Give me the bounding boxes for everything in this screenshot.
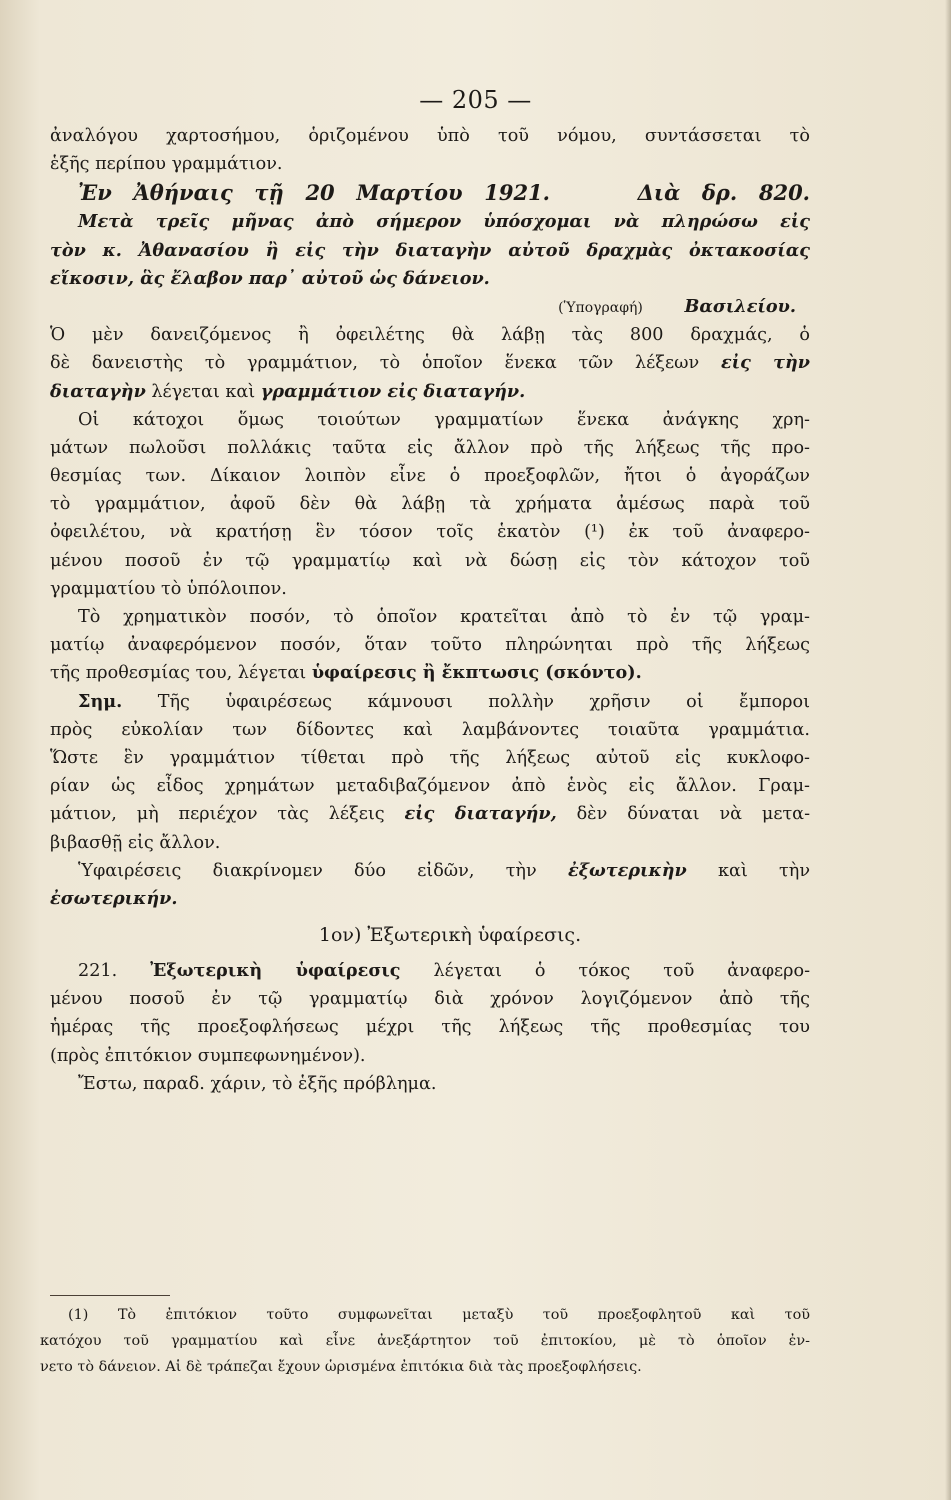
promissory-text-line: τὸν κ. Ἀθανασίου ἢ εἰς τὴν διαταγὴν αὐτοῦ δραχμὰς ὀκτακοσίας bbox=[50, 239, 810, 261]
text-line bbox=[50, 957, 810, 985]
emphasis-term: εἰς διαταγήν, bbox=[404, 803, 557, 825]
text-line: τὸ γραμμάτιον, ἀφοῦ δὲν θὰ λάβῃ τὰ χρήματα ἀμέσως παρὰ τοῦ bbox=[50, 494, 810, 515]
text-line: πρὸς εὐκολίαν των δίδοντες καὶ λαμβάνοντες τοιαῦτα γραμμάτια. bbox=[50, 719, 810, 740]
paragraph-number: 221. bbox=[78, 961, 118, 982]
text-line bbox=[50, 659, 810, 687]
text-span: λέγεται ὁ τόκος τοῦ ἀναφερο- bbox=[433, 961, 810, 982]
main-text bbox=[50, 122, 810, 1098]
text-line bbox=[50, 349, 810, 377]
text-line bbox=[50, 857, 810, 885]
text-span: Τῆς ὑφαιρέσεως κάμνουσι πολλὴν χρῆσιν οἱ ἔμποροι bbox=[157, 691, 810, 712]
text-line: ἡμέρας τῆς προεξοφλήσεως μέχρι τῆς λήξεως τῆς προθεσμίας του bbox=[50, 1017, 810, 1038]
text-line: ὀφειλέτου, νὰ κρατήσῃ ἓν τόσον τοῖς ἑκατὸν (¹) ἐκ τοῦ ἀναφερο- bbox=[50, 522, 810, 543]
term-definition: ὑφαίρεσις ἢ ἔκπτωσις (σκόντο). bbox=[311, 662, 642, 684]
text-line: Ἔστω, παραδ. χάριν, τὸ ἑξῆς πρόβλημα. bbox=[78, 1073, 437, 1094]
signature-name: Βασιλείου. bbox=[684, 295, 796, 317]
text-line: βιβασθῇ εἰς ἄλλον. bbox=[50, 832, 221, 853]
text-line: Τὸ χρηματικὸν ποσόν, τὸ ὁποῖον κρατεῖται ἀπὸ τὸ ἐν τῷ γραμ- bbox=[78, 607, 810, 627]
text-line: μένου ποσοῦ ἐν τῷ γραμματίῳ διὰ χρόνον λογιζόμενον ἀπὸ τῆς bbox=[50, 989, 810, 1010]
text-line: μένου ποσοῦ ἐν τῷ γραμματίῳ καὶ νὰ δώσῃ εἰς τὸν κάτοχον τοῦ bbox=[50, 550, 810, 571]
text-line: Οἱ κάτοχοι ὅμως τοιούτων γραμματίων ἕνεκα ἀνάγκης χρη- bbox=[78, 409, 810, 430]
signature-note: (Ὑπογραφή) bbox=[558, 299, 643, 316]
text-span: καὶ τὴν bbox=[718, 860, 810, 881]
footnote-line: (1) Τὸ ἐπιτόκιον τοῦτο συμφωνεῖται μεταξὺ τοῦ προεξοφλητοῦ καὶ τοῦ bbox=[68, 1307, 810, 1323]
text-span: δὲν δύναται νὰ μετα- bbox=[576, 804, 810, 825]
signature-line bbox=[50, 293, 810, 321]
page-number: — 205 — bbox=[419, 86, 532, 114]
promissory-amount: Διὰ δρ. 820. bbox=[637, 180, 810, 206]
text-line: ρίαν ὡς εἶδος χρημάτων μεταδιβαζόμενον ἀπὸ ἑνὸς εἰς ἄλλον. Γραμ- bbox=[50, 776, 810, 797]
footnote-divider bbox=[50, 1295, 170, 1296]
emphasis-term: ἐξωτερικὴν bbox=[567, 859, 687, 881]
text-span: μάτιον, μὴ περιέχον τὰς λέξεις bbox=[50, 804, 385, 825]
footnotes bbox=[40, 1302, 810, 1380]
emphasis-term: γραμμάτιον εἰς διαταγήν. bbox=[260, 380, 526, 402]
section-heading: 1ον) Ἐξωτερικὴ ὑφαίρεσις. bbox=[318, 924, 582, 947]
text-line bbox=[50, 688, 810, 716]
text-span: τῆς προθεσμίας του, λέγεται bbox=[50, 663, 307, 684]
promissory-date-line bbox=[50, 178, 810, 208]
text-line: μάτων πωλοῦσι πολλάκις ταῦτα εἰς ἄλλον πρὸ τῆς λήξεως τῆς προ- bbox=[50, 437, 810, 458]
text-line: ἐσωτερικήν. bbox=[50, 887, 178, 909]
promissory-text-line: εἴκοσιν, ἃς ἔλαβον παρ᾿ αὐτοῦ ὡς δάνειον. bbox=[50, 267, 490, 289]
promissory-text-line: Μετὰ τρεῖς μῆνας ἀπὸ σήμερον ὑπόσχομαι νὰ πληρώσω εἰς bbox=[78, 211, 810, 233]
text-span: Ὑφαιρέσεις διακρίνομεν δύο εἰδῶν, τὴν bbox=[78, 860, 537, 881]
footnote-line: νετο τὸ δάνειον. Αἱ δὲ τράπεζαι ἔχουν ὡρισμένα ἐπιτόκια διὰ τὰς προεξοφλήσεις. bbox=[40, 1359, 642, 1375]
text-line: ἀναλόγου χαρτοσήμου, ὁριζομένου ὑπὸ τοῦ νόμου, συντάσσεται τὸ bbox=[50, 126, 810, 146]
text-line: Ὁ μὲν δανειζόμενος ἢ ὀφειλέτης θὰ λάβῃ τὰς 800 δραχμάς, ὁ bbox=[50, 325, 810, 346]
text-line: γραμματίου τὸ ὑπόλοιπον. bbox=[50, 578, 287, 599]
text-span: λέγεται καὶ bbox=[151, 381, 256, 402]
text-line bbox=[50, 378, 810, 406]
text-span: δὲ δανειστὴς τὸ γραμμάτιον, τὸ ὁποῖον ἕνεκα τῶν λέξεων bbox=[50, 353, 700, 374]
text-line: ματίῳ ἀναφερόμενον ποσόν, ὅταν τοῦτο πληρώνηται πρὸ τῆς λήξεως bbox=[50, 635, 810, 656]
emphasis-term: εἰς τὴν bbox=[720, 352, 810, 374]
emphasis-term: διαταγὴν bbox=[50, 380, 146, 402]
term-definition: Ἐξωτερικὴ ὑφαίρεσις bbox=[150, 960, 401, 982]
text-line: Ὥστε ἓν γραμμάτιον τίθεται πρὸ τῆς λήξεως αὐτοῦ εἰς κυκλοφο- bbox=[50, 747, 810, 768]
promissory-date: Ἐν Ἀθήναις τῇ 20 Μαρτίου 1921. bbox=[78, 180, 550, 206]
note-label: Σημ. bbox=[78, 690, 123, 712]
text-line: (πρὸς ἐπιτόκιον συμπεφωνημένον). bbox=[50, 1045, 366, 1066]
text-line: ἑξῆς περίπου γραμμάτιον. bbox=[50, 154, 283, 175]
text-line bbox=[50, 800, 810, 828]
text-line: θεσμίας των. Δίκαιον λοιπὸν εἶνε ὁ προεξοφλῶν, ἤτοι ὁ ἀγοράζων bbox=[50, 466, 810, 487]
footnote-line: κατόχου τοῦ γραμματίου καὶ εἶνε ἀνεξάρτητον τοῦ ἐπιτοκίου, μὲ τὸ ὁποῖον ἐν- bbox=[40, 1333, 810, 1349]
